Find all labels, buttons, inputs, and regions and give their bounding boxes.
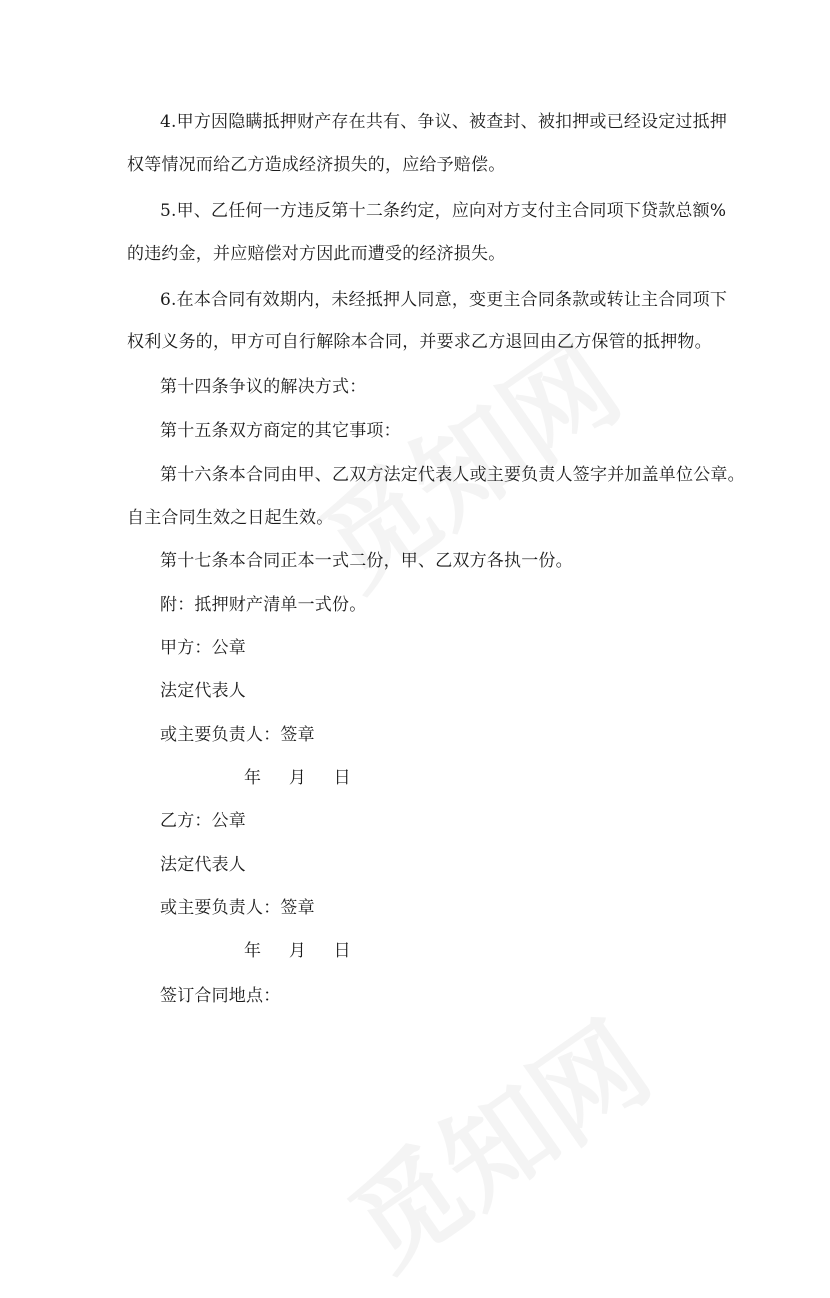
party-a-seal: 甲方：公章 bbox=[160, 638, 246, 658]
clause-4-line-2: 权等情况而给乙方造成经济损失的，应给予赔偿。 bbox=[127, 155, 506, 175]
party-a-day: 日 bbox=[333, 768, 351, 788]
party-a-date bbox=[244, 767, 351, 789]
party-b-date bbox=[244, 940, 351, 962]
signing-place: 签订合同地点： bbox=[160, 986, 281, 1006]
article-16-line-1: 第十六条本合同由甲、乙双方法定代表人或主要负责人签字并加盖单位公章。 bbox=[160, 465, 745, 485]
watermark-lower bbox=[315, 980, 676, 1298]
clause-6-line-2: 权利义务的，甲方可自行解除本合同，并要求乙方退回由乙方保管的抵押物。 bbox=[127, 332, 712, 352]
party-a-year: 年 bbox=[244, 768, 262, 788]
clause-4-line-1: 4.甲方因隐瞒抵押财产存在共有、争议、被查封、被扣押或已经设定过抵押 bbox=[160, 112, 728, 132]
attachment-note: 附：抵押财产清单一式份。 bbox=[160, 595, 367, 615]
party-b-representative: 法定代表人 bbox=[160, 855, 246, 875]
party-b-responsible: 或主要负责人：签章 bbox=[160, 898, 315, 918]
clause-5-line-1: 5.甲、乙任何一方违反第十二条约定，应向对方支付主合同项下贷款总额% bbox=[160, 201, 727, 221]
party-b-month: 月 bbox=[288, 941, 307, 961]
article-17: 第十七条本合同正本一式二份，甲、乙双方各执一份。 bbox=[160, 551, 573, 571]
party-a-month: 月 bbox=[288, 768, 307, 788]
article-15: 第十五条双方商定的其它事项： bbox=[160, 421, 401, 441]
party-b-year: 年 bbox=[244, 941, 262, 961]
party-b-seal: 乙方：公章 bbox=[160, 811, 246, 831]
party-a-representative: 法定代表人 bbox=[160, 681, 246, 701]
article-14: 第十四条争议的解决方式： bbox=[160, 377, 367, 397]
party-a-responsible: 或主要负责人：签章 bbox=[160, 725, 315, 745]
party-b-day: 日 bbox=[333, 941, 351, 961]
clause-6-line-1: 6.在本合同有效期内，未经抵押人同意，变更主合同条款或转让主合同项下 bbox=[160, 290, 728, 310]
article-16-line-2: 自主合同生效之日起生效。 bbox=[127, 508, 334, 528]
clause-5-line-2: 的违约金，并应赔偿对方因此而遭受的经济损失。 bbox=[127, 244, 506, 264]
